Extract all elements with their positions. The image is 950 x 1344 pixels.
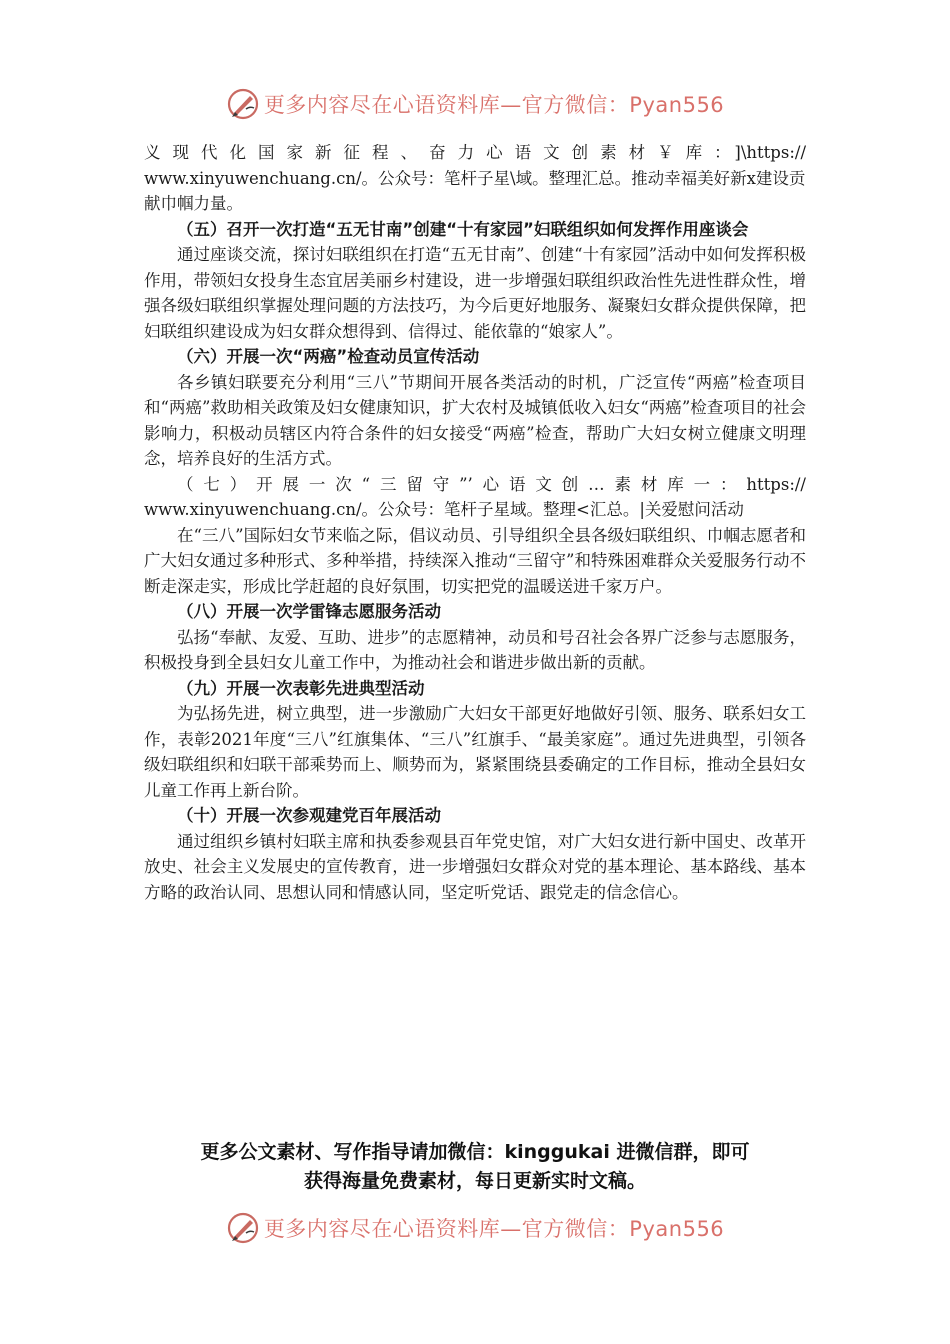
section-9-body: 为弘扬先进，树立典型，进一步激励广大妇女干部更好地做好引领、服务、联系妇女工作，表彰2021年度“三八”红旗集体、“三八”红旗手、“最美家庭”。通过先进典型，引领各级妇联组织和妇联干部乘势而上、顺势而为，紧紧围绕县委确定的工作目标，推动全县妇女儿童工作再上新台阶。: [144, 704, 806, 800]
section-5-heading: （五）召开一次打造“五无甘南”创建“十有家园”妇联组织如何发挥作用座谈会: [177, 219, 749, 239]
section-9-heading: （九）开展一次表彰先进典型活动: [177, 678, 425, 698]
banner-text: 更多内容尽在心语资料库—官方微信：Pyan556: [263, 1217, 725, 1241]
footer-note: [120, 1138, 830, 1196]
section-5-body: 通过座谈交流，探讨妇联组织在打造“五无甘南”、创建“十有家园”活动中如何发挥积极作用，带领妇女投身生态宜居美丽乡村建设，进一步增强妇联组织政治性先进性群众性，增强各级妇联组织掌握处理问题的方法技巧，为今后更好地服务、凝聚妇女群众提供保障，把妇联组织建设成为妇女群众想得到、信得过、能依靠的“娘家人”。: [144, 245, 806, 341]
section-7-heading-line-1: （七）开展一次“三留守”’心语文创…素材库一：https://: [177, 474, 806, 494]
section-7-body: 在“三八”国际妇女节来临之际，倡议动员、引导组织全县各级妇联组织、巾帼志愿者和广大妇女通过多种形式、多种举措，持续深入推动“三留守”和特殊困难群众关爱服务行动不断走深走实，形成比学赶超的良好氛围，切实把党的温暖送进千家万户。: [144, 525, 806, 596]
section-10-body: 通过组织乡镇村妇联主席和执委参观县百年党史馆，对广大妇女进行新中国史、改革开放史、社会主义发展史的宣传教育，进一步增强妇女群众对党的基本理论、基本路线、基本方略的政治认同、思想认同和情感认同，坚定听党话、跟党走的信念信心。: [144, 831, 806, 902]
banner-text: 更多内容尽在心语资料库—官方微信：Pyan556: [263, 93, 725, 117]
section-10-heading: （十）开展一次参观建党百年展活动: [177, 806, 441, 825]
intro-line-2: www.xinyuwenchuang.cn/。公众号：笔杆子星\域。整理汇总。推动幸福美好新x建设贡献巾帼力量。: [144, 168, 806, 213]
section-8-heading: （八）开展一次学雷锋志愿服务活动: [177, 602, 441, 621]
document-body: [144, 140, 806, 905]
pen-logo-icon: [226, 1211, 260, 1245]
footer-line-1: 更多公文素材、写作指导请加微信：kinggukai 进微信群，即可: [200, 1141, 750, 1163]
section-7-heading-line-2: www.xinyuwenchuang.cn/。公众号：笔杆子星域。整理<汇总。|关爱慰问活动: [144, 500, 744, 519]
header-banner: [225, 87, 725, 121]
intro-line-1: 义现代化国家新征程、奋力心语文创素材￥库：]\https://: [144, 143, 806, 162]
footer-banner: [225, 1211, 725, 1245]
footer-line-2: 获得海量免费素材，每日更新实时文稿。: [303, 1170, 646, 1192]
section-8-body: 弘扬“奉献、友爱、互助、进步”的志愿精神，动员和号召社会各界广泛参与志愿服务，积极投身到全县妇女儿童工作中，为推动社会和谐进步做出新的贡献。: [144, 627, 806, 672]
section-6-heading: （六）开展一次“两癌”检查动员宣传活动: [177, 347, 480, 366]
section-6-body: 各乡镇妇联要充分利用“三八”节期间开展各类活动的时机，广泛宣传“两癌”检查项目和“两癌”救助相关政策及妇女健康知识，扩大农村及城镇低收入妇女“两癌”检查项目的社会影响力，积极动员辖区内符合条件的妇女接受“两癌”检查，帮助广大妇女树立健康文明理念，培养良好的生活方式。: [144, 372, 806, 468]
pen-logo-icon: [226, 87, 260, 121]
